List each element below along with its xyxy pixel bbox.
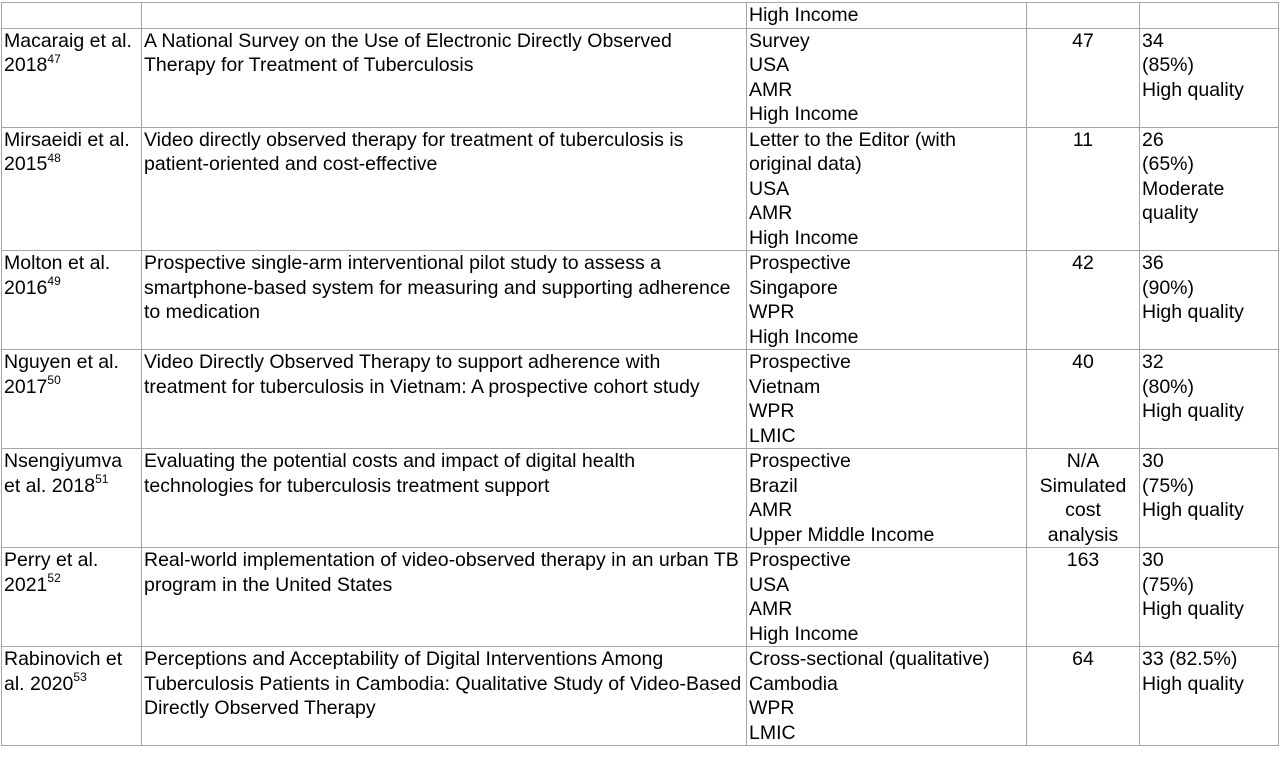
quality-line: (90%) (1142, 276, 1195, 299)
design-line: Cambodia (749, 672, 838, 695)
title-cell (142, 647, 747, 746)
design-line: High Income (749, 4, 859, 26)
design-line: AMR (749, 78, 793, 101)
sample-size-line: 163 (1066, 549, 1100, 571)
title-cell (142, 251, 747, 350)
sample-size-cell (1027, 127, 1140, 251)
design-line: High Income (749, 325, 859, 348)
design-line: WPR (749, 301, 795, 323)
quality-cell (1140, 548, 1279, 647)
author-cell (2, 548, 142, 647)
design-line: USA (749, 54, 790, 76)
quality-line: High quality (1142, 499, 1244, 521)
design-line: WPR (749, 697, 795, 719)
quality-line: 36 (1142, 252, 1164, 274)
reference-number: 49 (47, 274, 61, 288)
author-text: Nguyen et al. 2017 (4, 351, 119, 398)
design-cell (747, 251, 1027, 350)
title-text: Video directly observed therapy for treatment of tuberculosis is patient-oriented and cost-effective (144, 128, 684, 175)
quality-line: 32 (1142, 351, 1164, 373)
design-line: Singapore (749, 276, 838, 299)
title-text: Perceptions and Acceptability of Digital Interventions Among Tuberculosis Patients in Cambodia: Qualitative Study of Video-Based Directly Observed Therapy (144, 648, 742, 719)
sample-size-line: 42 (1072, 252, 1094, 274)
quality-line: High quality (1142, 301, 1244, 323)
design-line: AMR (749, 499, 793, 521)
quality-cell (1140, 28, 1279, 127)
author-text: Perry et al. 2021 (4, 549, 99, 596)
author-text: Rabinovich et al. 2020 (4, 648, 123, 695)
sample-size-line: 47 (1072, 29, 1094, 52)
reference-number: 47 (47, 51, 61, 66)
design-line: USA (749, 573, 790, 596)
studies-table (1, 2, 1279, 746)
sample-size-line: 64 (1072, 648, 1094, 670)
table-row (2, 548, 1279, 647)
author-text: Mirsaeidi et al. 2015 (4, 128, 130, 175)
design-line: Brazil (749, 474, 798, 497)
studies-table-body (2, 3, 1279, 746)
quality-line: High quality (1142, 598, 1244, 620)
quality-line: (65%) (1142, 153, 1195, 175)
sample-size-cell (1027, 350, 1140, 449)
title-text: Prospective single-arm interventional pilot study to assess a smartphone-based system for measuring and supporting adherence to medication (144, 252, 731, 323)
quality-line: 30 (1142, 450, 1164, 472)
author-cell (2, 3, 142, 29)
table-row (2, 28, 1279, 127)
sample-size-cell (1027, 449, 1140, 548)
title-cell (142, 548, 747, 647)
reference-number: 51 (95, 472, 109, 486)
reference-number: 48 (47, 150, 61, 165)
design-line: Vietnam (749, 375, 821, 398)
quality-cell (1140, 350, 1279, 449)
reference-number: 50 (47, 373, 61, 387)
design-line: Cross-sectional (qualitative) (749, 648, 990, 670)
design-cell (747, 449, 1027, 548)
reference-number: 53 (73, 670, 87, 684)
design-cell (747, 127, 1027, 251)
quality-cell (1140, 127, 1279, 251)
design-line: Prospective (749, 252, 851, 274)
table-row (2, 647, 1279, 746)
design-cell (747, 350, 1027, 449)
reference-number: 52 (47, 571, 61, 585)
design-line: AMR (749, 598, 793, 620)
quality-line: 26 (1142, 128, 1164, 151)
design-line: Prospective (749, 351, 851, 373)
quality-line: High quality (1142, 78, 1244, 101)
design-line: High Income (749, 622, 859, 645)
quality-line: 30 (1142, 549, 1164, 571)
title-text: A National Survey on the Use of Electronic Directly Observed Therapy for Treatment of Tuberculosis (144, 29, 672, 76)
table-row (2, 127, 1279, 251)
design-cell (747, 548, 1027, 647)
quality-cell (1140, 3, 1279, 29)
sample-size-line: 40 (1072, 351, 1094, 373)
sample-size-cell (1027, 647, 1140, 746)
author-cell (2, 350, 142, 449)
table-row (2, 350, 1279, 449)
quality-line: (80%) (1142, 375, 1195, 398)
quality-cell (1140, 251, 1279, 350)
title-cell (142, 350, 747, 449)
author-cell (2, 449, 142, 548)
quality-cell (1140, 647, 1279, 746)
design-line: High Income (749, 226, 859, 249)
author-cell (2, 127, 142, 251)
author-cell (2, 28, 142, 127)
quality-line: High quality (1142, 672, 1244, 695)
title-cell (142, 28, 747, 127)
sample-size-cell (1027, 28, 1140, 127)
design-line: Letter to the Editor (with original data) (749, 128, 957, 175)
author-text: Molton et al. 2016 (4, 252, 111, 299)
design-line: LMIC (749, 424, 796, 447)
quality-line: (75%) (1142, 474, 1195, 497)
quality-line: High quality (1142, 400, 1244, 422)
sample-size-cell (1027, 251, 1140, 350)
title-text: Video Directly Observed Therapy to support adherence with treatment for tuberculosis in Vietnam: A prospective cohort study (144, 351, 700, 398)
design-line: Upper Middle Income (749, 523, 935, 546)
sample-size-cell (1027, 548, 1140, 647)
design-cell (747, 28, 1027, 127)
title-text: Evaluating the potential costs and impact of digital health technologies for tuberculosis treatment support (144, 450, 636, 497)
title-cell (142, 127, 747, 251)
title-cell (142, 449, 747, 548)
quality-line: (85%) (1142, 54, 1195, 76)
design-line: Prospective (749, 549, 851, 571)
author-cell (2, 251, 142, 350)
quality-line: (75%) (1142, 573, 1195, 596)
table-row (2, 3, 1279, 29)
quality-line: 33 (82.5%) (1142, 648, 1238, 670)
design-line: High Income (749, 103, 859, 125)
design-line: WPR (749, 400, 795, 422)
quality-line: Moderate quality (1142, 177, 1225, 224)
sample-size-line: 11 (1072, 128, 1094, 151)
quality-cell (1140, 449, 1279, 548)
title-cell (142, 3, 747, 29)
design-line: LMIC (749, 721, 796, 744)
design-line: Survey (749, 29, 810, 52)
design-line: Prospective (749, 450, 851, 472)
author-text: Macaraig et al. 2018 (4, 29, 132, 76)
table-row (2, 449, 1279, 548)
design-cell (747, 647, 1027, 746)
author-text: Nsengiyumva et al. 2018 (4, 450, 123, 497)
title-text: Real-world implementation of video-observed therapy in an urban TB program in the United States (144, 549, 739, 596)
sample-size-line: N/A (1066, 450, 1100, 472)
design-cell (747, 3, 1027, 29)
design-line: USA (749, 177, 790, 200)
author-cell (2, 647, 142, 746)
quality-line: 34 (1142, 29, 1164, 52)
sample-size-cell (1027, 3, 1140, 29)
table-row (2, 251, 1279, 350)
sample-size-line: Simulated cost analysis (1039, 474, 1127, 546)
design-line: AMR (749, 202, 793, 224)
